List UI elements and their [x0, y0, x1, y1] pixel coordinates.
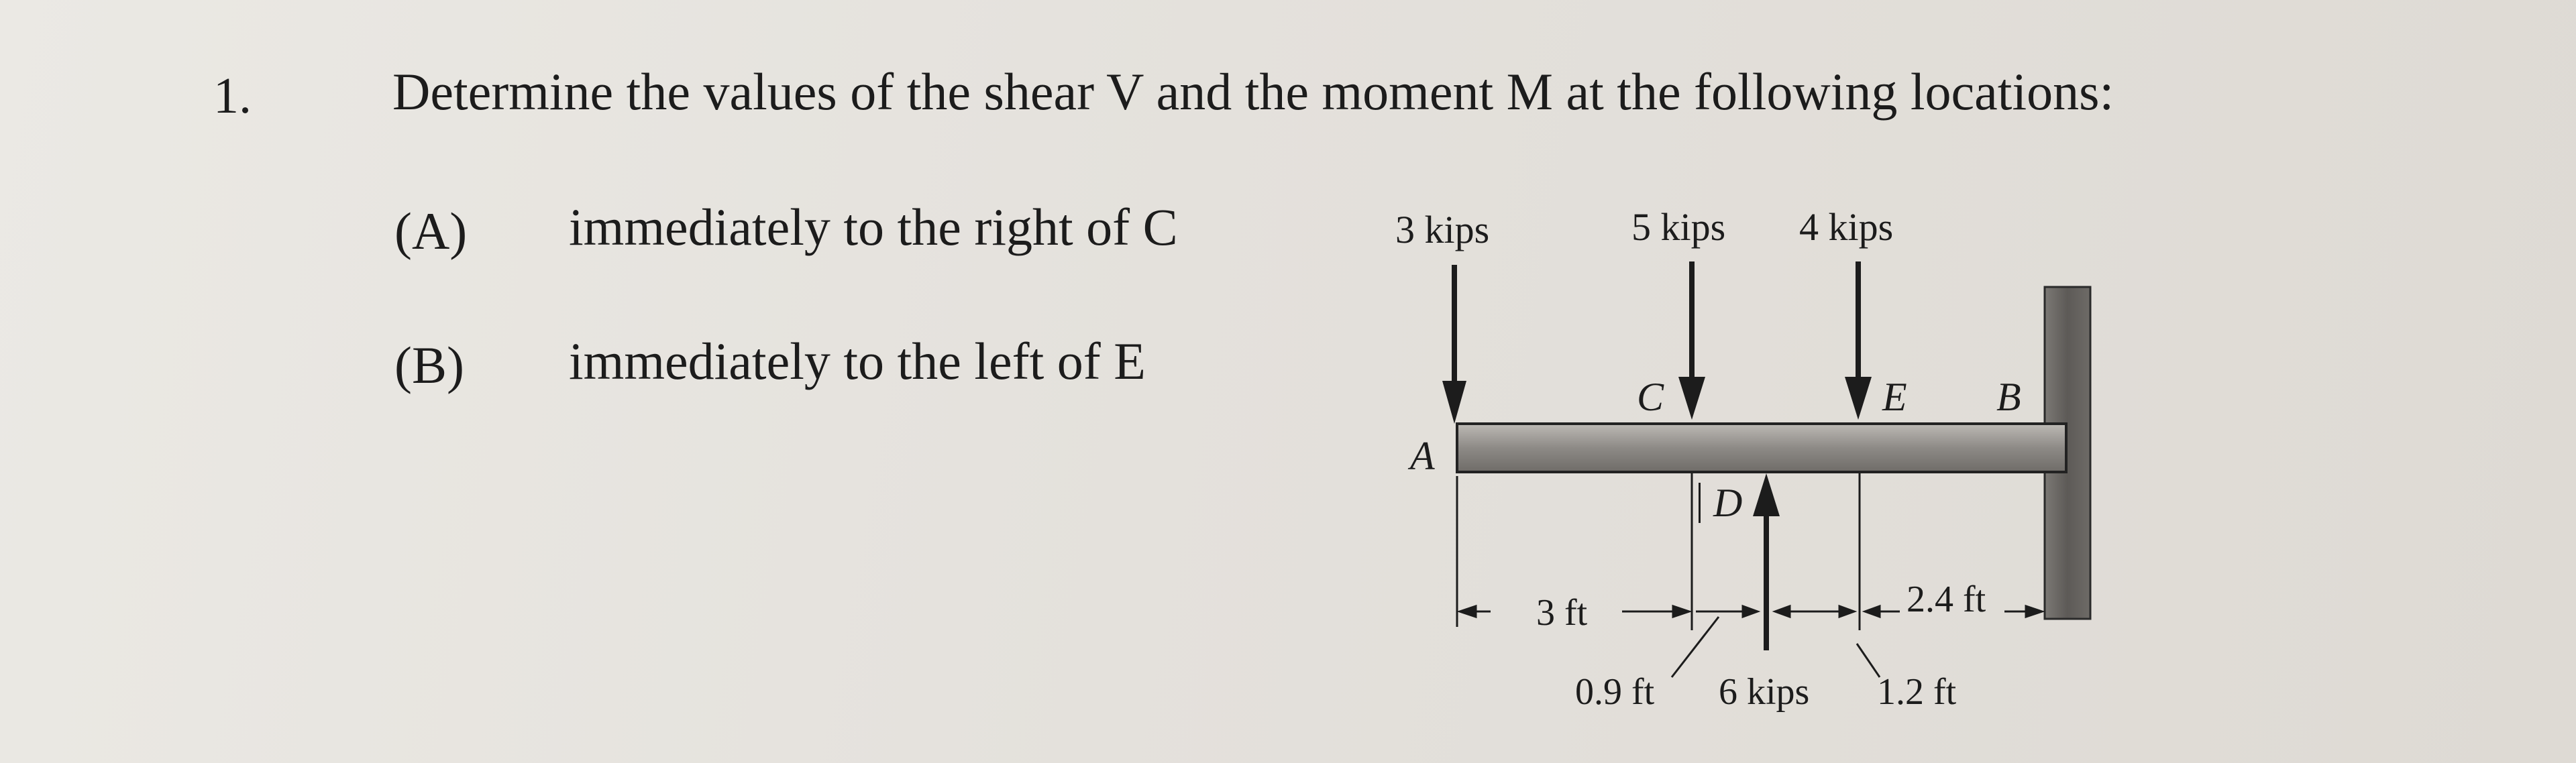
load-arrow-4-kips — [1845, 261, 1872, 420]
point-label-e: E — [1882, 375, 1907, 419]
point-label-c: C — [1637, 375, 1664, 419]
dimension-label-2-4-ft: 2.4 ft — [1907, 579, 1986, 620]
dimension-label-3-ft: 3 ft — [1536, 592, 1588, 634]
part-a-label: (A) — [394, 202, 468, 260]
beam — [1457, 424, 2066, 472]
dimension-label-0-9-ft: 0.9 ft — [1575, 671, 1655, 713]
load-label-4-kips: 4 kips — [1799, 205, 1894, 249]
problem-prompt: Determine the values of the shear V and the moment M at the following locations: — [392, 62, 2114, 121]
load-arrow-3-kips — [1442, 265, 1466, 424]
load-arrow-5-kips — [1678, 261, 1705, 420]
problem-number: 1. — [213, 68, 252, 124]
point-d-box-edge — [1699, 483, 1701, 523]
load-label-5-kips: 5 kips — [1631, 205, 1726, 249]
point-label-d: D — [1713, 481, 1743, 525]
reaction-arrow-6-kips — [1753, 473, 1780, 650]
part-b-text: immediately to the left of E — [569, 332, 1146, 390]
part-a-text: immediately to the right of C — [569, 198, 1178, 256]
dimension-label-1-2-ft: 1.2 ft — [1877, 671, 1957, 713]
reaction-label-6-kips: 6 kips — [1719, 671, 1810, 713]
part-b-label: (B) — [394, 336, 464, 394]
point-label-a: A — [1410, 434, 1435, 478]
load-label-3-kips: 3 kips — [1395, 208, 1490, 251]
point-label-b: B — [1996, 375, 2021, 419]
